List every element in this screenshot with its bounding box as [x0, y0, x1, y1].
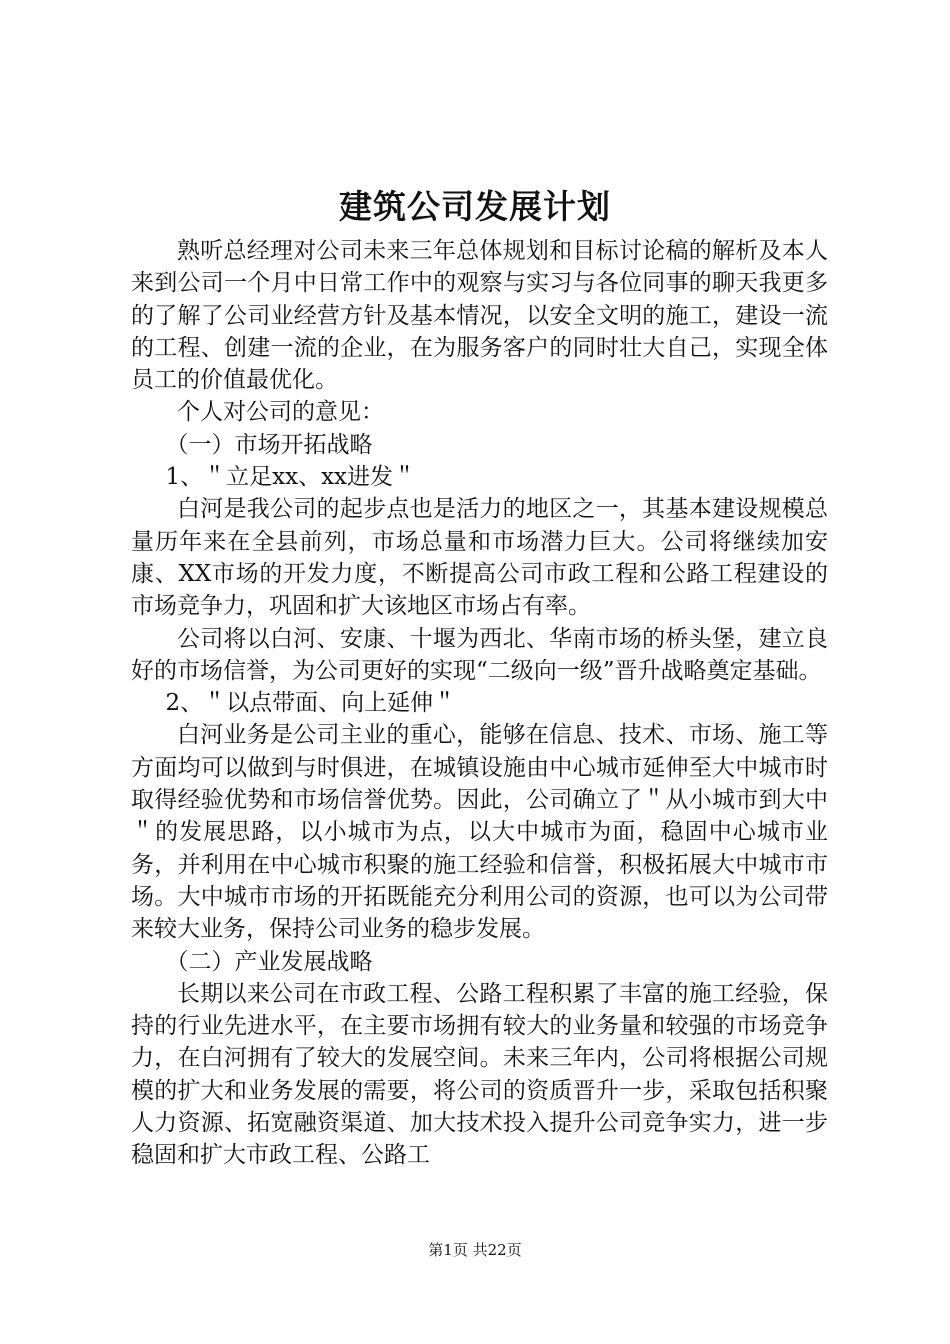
- section-heading-industry-strategy: （二）产业发展战略: [165, 948, 373, 975]
- paragraph-opinion-lead: 个人对公司的意见：: [177, 399, 384, 426]
- paragraph-business-core: 白河业务是公司主业的重心，能够在信息、技术、市场、施工等方面均可以做到与时俱进，在城镇设施由中心城市延伸至大中城市时取得经验优势和市场信誉优势。因此，公司确立了＂从小城市到大中＂的发展思路，以小城市为点，以大中城市为面，稳固中心城市业务，并利用在中心城市积聚的施工经验和信誉，积极拓展大中城市市场。大中城市市场的开拓既能充分利用公司的资源，也可以为公司带来较大业务，保持公司业务的稳步发展。: [131, 722, 828, 943]
- subheading-2: 2、＂以点带面、向上延伸＂: [165, 690, 457, 717]
- paragraph-industry: 长期以来公司在市政工程、公路工程积累了丰富的施工经验，保持的行业先进水平，在主要市场拥有较大的业务量和较强的市场竞争力，在白河拥有了较大的发展空间。未来三年内，公司将根据公司规模的扩大和业务发展的需要，将公司的资质晋升一步，采取包括积聚人力资源、拓宽融资渠道、加大技术投入提升公司竞争实力，进一步稳固和扩大市政工程、公路工: [131, 980, 828, 1169]
- paragraph-intro: 熟听总经理对公司未来三年总体规划和目标讨论稿的解析及本人来到公司一个月中日常工作中的观察与实习与各位同事的聊天我更多的了解了公司业经营方针及基本情况，以安全文明的施工，建设一流的工程、创建一流的企业，在为服务客户的同时壮大自己，实现全体员工的价值最优化。: [131, 238, 828, 394]
- paragraph-bridgehead: 公司将以白河、安康、十堰为西北、华南市场的桥头堡，建立良好的市场信誉，为公司更好的实现“二级向一级”晋升战略奠定基础。: [131, 625, 828, 684]
- document-body: [131, 235, 828, 1172]
- subheading-1: 1、＂立足xx、xx进发＂: [165, 464, 417, 491]
- page-footer: 第1页 共22页: [428, 1241, 522, 1259]
- paragraph-baihe: 白河是我公司的起步点也是活力的地区之一，其基本建设规模总量历年来在全县前列，市场总量和市场潜力巨大。公司将继续加安康、XX市场的开发力度，不断提高公司市政工程和公路工程建设的市场竞争力，巩固和扩大该地区市场占有率。: [131, 496, 828, 620]
- section-heading-market-strategy: （一）市场开拓战略: [165, 431, 373, 458]
- document-title: 建筑公司发展计划: [339, 187, 611, 226]
